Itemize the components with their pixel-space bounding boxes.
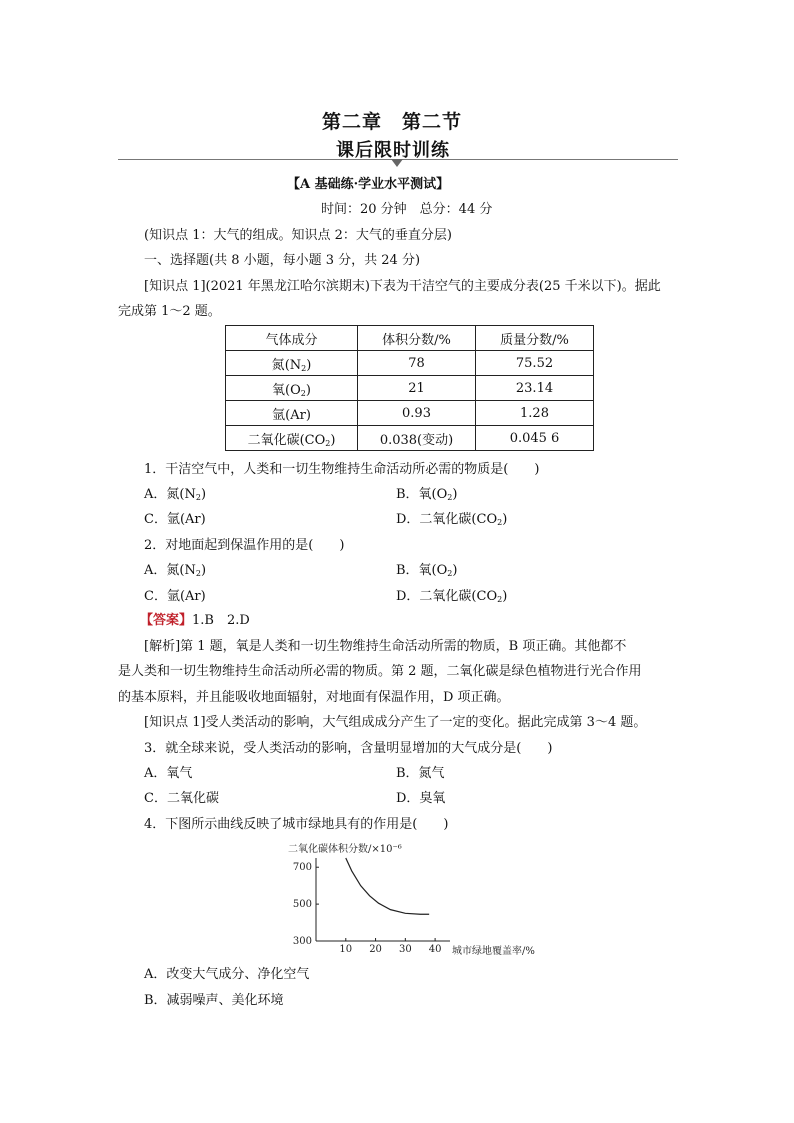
part-heading: 一、选择题(共 8 小题，每小题 3 分，共 24 分) — [144, 253, 421, 268]
table-row — [226, 401, 594, 426]
knowledge-points: (知识点 1：大气的组成。知识点 2：大气的垂直分层) — [144, 228, 452, 243]
intro-2: [知识点 1]受人类活动的影响，大气组成成分产生了一定的变化。据此完成第 3～4 题。 — [144, 715, 647, 730]
intro-line-2: 完成第 1～2 题。 — [118, 304, 221, 319]
x-tick-label: 10 — [339, 944, 353, 955]
q3-option-b: B．氮气 — [396, 766, 445, 781]
x-tick-label: 20 — [369, 944, 382, 955]
q4-option-b: B．减弱噪声、美化环境 — [144, 993, 284, 1008]
table-row — [226, 351, 594, 376]
analysis-line-3: 的基本原料，并且能吸收地面辐射，对地面有保温作用，D 项正确。 — [118, 690, 510, 705]
analysis-line-2: 是人类和一切生物维持生命活动所必需的物质。第 2 题，二氧化碳是绿色植物进行光合作用 — [118, 664, 642, 679]
answer — [140, 612, 250, 630]
analysis-line-1: [解析]第 1 题，氧是人类和一切生物维持生命活动所需的物质，B 项正确。其他都不 — [144, 639, 627, 654]
q1-stem: 1．干洁空气中，人类和一切生物维持生命活动所必需的物质是( ) — [144, 462, 540, 477]
table-header-row — [226, 326, 594, 351]
q2-option-a: A．氮$(N_2)$ — [144, 563, 207, 578]
q1-option-d: D．二氧化碳$(CO_2)$ — [396, 512, 508, 527]
table-cell-gas: 氮$(N_2)$ — [226, 351, 358, 376]
answer-label: 【答案】 — [140, 613, 193, 628]
y-tick-label: 300 — [292, 936, 312, 947]
table-cell-gas: 二氧化碳$(CO_2)$ — [226, 426, 358, 451]
series-line — [346, 858, 429, 914]
time-info: 时间：20 分钟 总分：44 分 — [321, 202, 493, 217]
table-row — [226, 376, 594, 401]
y-tick-label: 500 — [292, 899, 312, 911]
table-header: 气体成分 — [226, 326, 358, 351]
co2-chart — [282, 838, 562, 958]
q4-stem: 4．下图所示曲线反映了城市绿地具有的作用是( ) — [144, 817, 449, 832]
q2-stem: 2．对地面起到保温作用的是( ) — [144, 538, 345, 553]
table-cell-mass: 75.52 — [476, 351, 594, 376]
x-tick-label: 30 — [398, 944, 412, 955]
table-cell-mass: 0.045 6 — [476, 426, 594, 451]
table-cell-volume: 0.93 — [358, 401, 476, 426]
intro-line-1: [知识点 1](2021 年黑龙江哈尔滨期末)下表为干洁空气的主要成分表(25 千米以下)。据此 — [144, 279, 661, 294]
table-cell-volume: 78 — [358, 351, 476, 376]
q3-option-a: A．氧气 — [144, 766, 193, 781]
chart-ylabel: 二氧化碳体积分数/×10⁻⁶ — [288, 844, 402, 855]
table-header: 质量分数/% — [476, 326, 594, 351]
table-header: 体积分数/% — [358, 326, 476, 351]
section-tag: 【A 基础练·学业水平测试】 — [287, 177, 450, 192]
q1-option-b: B．氧$(O_2)$ — [396, 487, 458, 502]
table-cell-mass: 23.14 — [476, 376, 594, 401]
q3-option-d: D．臭氧 — [396, 791, 446, 806]
q2-option-c: C．氩(Ar) — [144, 589, 206, 604]
chapter-title: 第二章 第二节 — [322, 111, 463, 133]
table-cell-gas: 氩(Ar) — [226, 401, 358, 426]
q3-option-c: C．二氧化碳 — [144, 791, 219, 806]
answer-text: 1.B 2.D — [192, 613, 250, 628]
q1-option-c: C．氩(Ar) — [144, 512, 206, 527]
table-row — [226, 426, 594, 451]
y-tick-label: 700 — [292, 862, 312, 874]
table-cell-mass: 1.28 — [476, 401, 594, 426]
lesson-title: 课后限时训练 — [336, 140, 450, 161]
table-cell-gas: 氧$(O_2)$ — [226, 376, 358, 401]
q2-option-b: B．氧$(O_2)$ — [396, 563, 458, 578]
chart-xlabel: 城市绿地覆盖率/% — [452, 946, 535, 957]
gas-composition-table — [225, 325, 594, 451]
q3-stem: 3．就全球来说，受人类活动的影响，含量明显增加的大气成分是( ) — [144, 741, 553, 756]
table-cell-volume: 0.038(变动) — [358, 426, 476, 451]
table-cell-volume: 21 — [358, 376, 476, 401]
x-tick-label: 40 — [428, 944, 442, 955]
q4-option-a: A．改变大气成分、净化空气 — [144, 967, 310, 982]
q2-option-d: D．二氧化碳$(CO_2)$ — [396, 589, 508, 604]
q1-option-a: A．氮$(N_2)$ — [144, 487, 207, 502]
header-triangle-icon — [391, 159, 403, 167]
